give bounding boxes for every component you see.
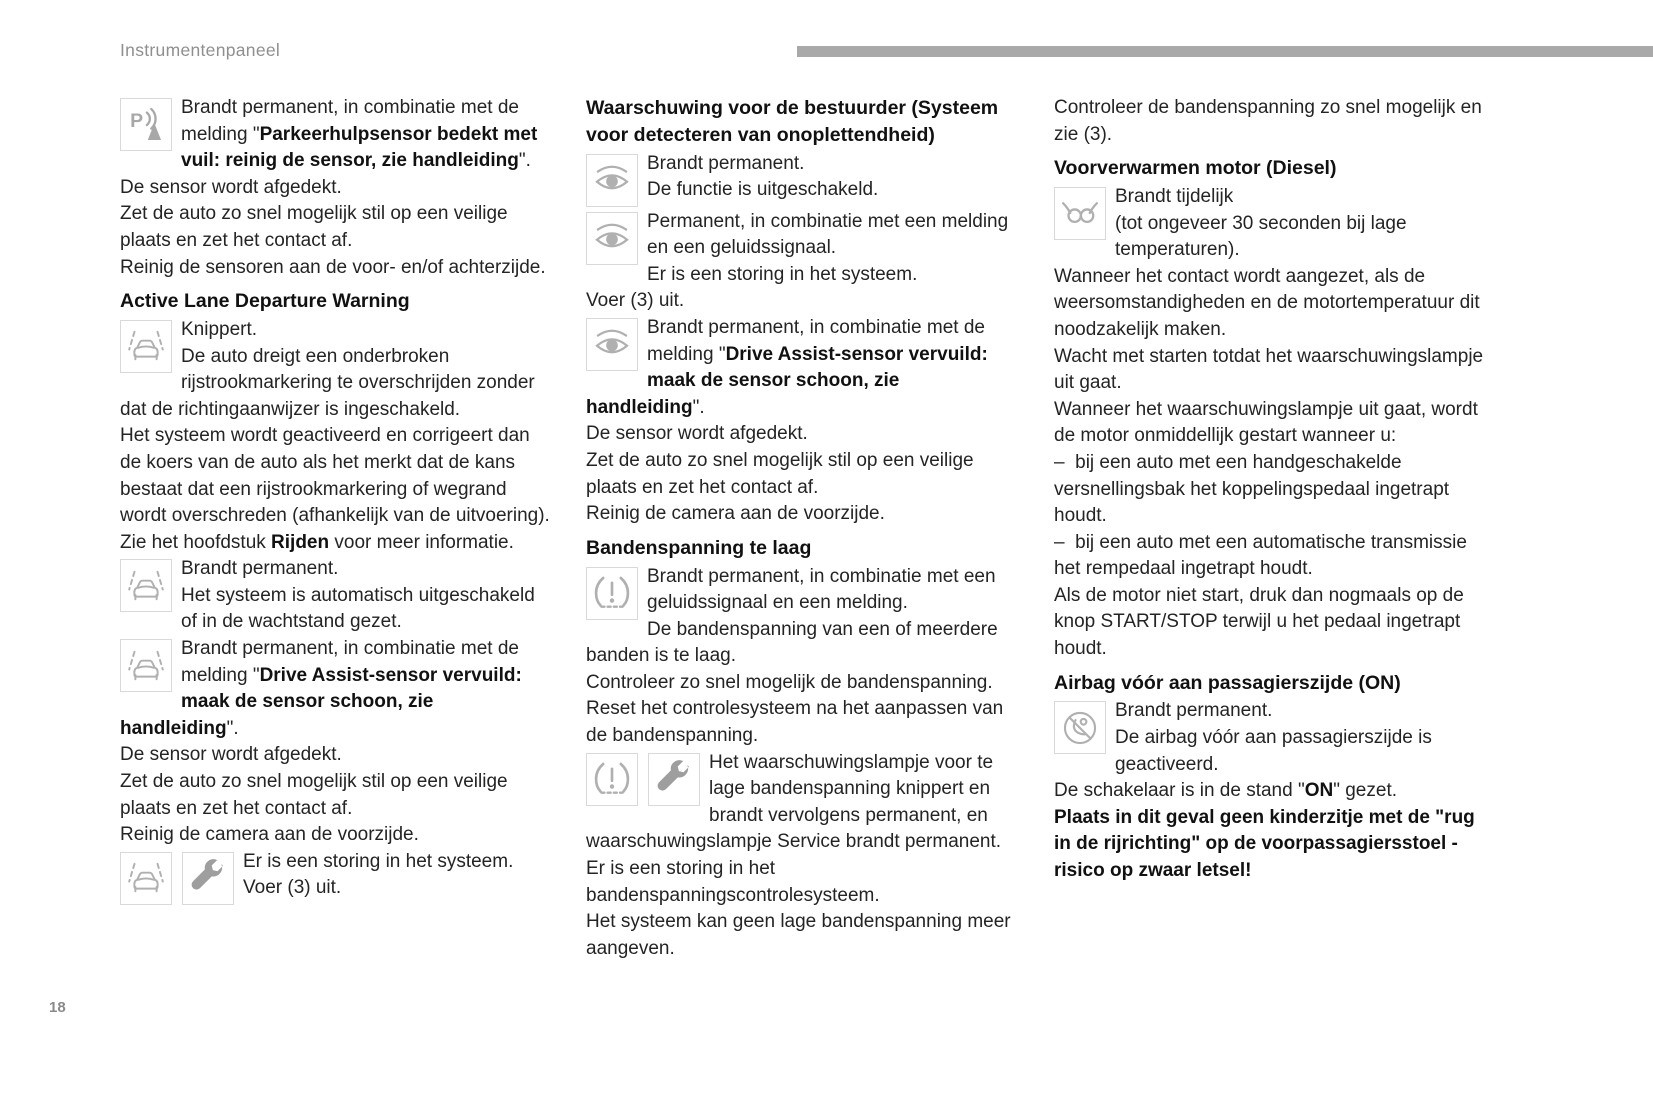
warning-lamp-block — [586, 209, 1018, 315]
paragraph: Er is een storing in het systeem. — [647, 263, 918, 285]
column-2 — [586, 95, 1018, 962]
paragraph: Reinig de camera aan de voorzijde. — [120, 824, 419, 846]
header-accent-bar — [797, 46, 1653, 57]
column-1 — [120, 95, 550, 962]
warning-lamp-block — [586, 315, 1018, 528]
warning-lamp-block — [586, 151, 1018, 204]
paragraph: De airbag vóór aan passagierszijde is geactiveerd. — [1115, 727, 1432, 775]
section-heading: Airbag vóór aan passagierszijde (ON) — [1054, 671, 1401, 694]
paragraph: Brandt permanent, in combinatie met de melding "Parkeerhulpsensor bedekt met vuil: reinig de sensor, zie handleiding". — [181, 97, 538, 172]
warning-lamp-icon-group — [586, 212, 638, 265]
section-heading: Voorverwarmen motor (Diesel) — [1054, 157, 1337, 180]
paragraph: Brandt permanent. — [1115, 700, 1273, 722]
paragraph: Het systeem kan geen lage bandenspanning meer aangeven. — [586, 911, 1011, 959]
parking-sensor-icon — [120, 98, 172, 151]
paragraph: De functie is uitgeschakeld. — [647, 179, 879, 201]
driver-attention-eye-icon — [586, 154, 638, 207]
warning-lamp-block — [120, 317, 550, 556]
lane-departure-icon — [120, 559, 172, 612]
paragraph: Brandt permanent, in combinatie met een geluidssignaal en een melding. — [647, 565, 996, 614]
warning-lamp-icon-group — [1054, 701, 1106, 754]
warning-lamp-icon-group — [586, 318, 638, 371]
paragraph: Zet de auto zo snel mogelijk stil op een veilige plaats en zet het contact af. — [120, 203, 508, 251]
warning-lamp-icon-group — [120, 852, 234, 905]
paragraph: De schakelaar is in de stand "ON" gezet. — [1054, 780, 1398, 802]
page-header-title: Instrumentenpaneel — [120, 40, 281, 60]
tyre-pressure-icon — [586, 567, 638, 620]
warning-lamp-icon-group — [586, 154, 638, 207]
glow-plug-icon — [1054, 187, 1106, 240]
lane-departure-icon — [120, 320, 172, 373]
driver-attention-eye-icon — [586, 318, 638, 371]
paragraph: Brandt permanent. — [181, 558, 339, 580]
warning-lamp-block — [1054, 698, 1488, 884]
paragraph: Reinig de sensoren aan de voor- en/of achterzijde. — [120, 256, 546, 278]
paragraph: Zet de auto zo snel mogelijk stil op een veilige plaats en zet het contact af. — [586, 449, 974, 498]
warning-lamp-block — [120, 636, 550, 849]
paragraph: Het systeem is automatisch uitgeschakeld of in de wachtstand gezet. — [181, 584, 535, 633]
section-heading: Bandenspanning te laag — [586, 536, 812, 559]
paragraph: De sensor wordt afgedekt. — [586, 423, 808, 445]
paragraph: Brandt permanent, in combinatie met de melding "Drive Assist-sensor vervuild: maak de sensor schoon, zie handleiding". — [586, 316, 988, 418]
warning-lamp-icon-group — [120, 639, 172, 692]
column-3 — [1054, 95, 1488, 962]
paragraph: Knippert. — [181, 318, 258, 340]
paragraph: Er is een storing in het bandenspanningscontrolesysteem. — [586, 858, 880, 906]
warning-lamp-icon-group — [120, 98, 172, 151]
warning-lamp-block — [1054, 95, 1488, 148]
svg-text:P: P — [130, 109, 144, 132]
paragraph: Controleer de bandenspanning zo snel mogelijk en zie (3). — [1054, 97, 1482, 145]
paragraph: Als de motor niet start, druk dan nogmaals op de knop START/STOP terwijl u het pedaal ingetrapt houdt. — [1054, 584, 1464, 660]
paragraph: Brandt permanent, in combinatie met de melding "Drive Assist-sensor vervuild: maak de sensor schoon, zie handleiding". — [120, 638, 522, 739]
paragraph: Zet de auto zo snel mogelijk stil op een veilige plaats en zet het contact af. — [120, 771, 508, 819]
paragraph: Reset het controlesysteem na het aanpassen van de bandenspanning. — [586, 698, 1004, 747]
paragraph: – bij een auto met een handgeschakelde versnellingsbak het koppelingspedaal ingetrapt houdt. — [1054, 451, 1450, 527]
paragraph: De bandenspanning van een of meerdere banden is te laag. — [586, 618, 998, 667]
warning-lamp-icon-group — [120, 320, 172, 373]
paragraph: Zie het hoofdstuk Rijden voor meer informatie. — [120, 531, 514, 553]
warning-lamp-block — [120, 95, 550, 281]
paragraph: Het systeem wordt geactiveerd en corrigeert dan de koers van de auto als het merkt dat de kans bestaat dat een rijstrookmarkering of wegrand wordt overschreden (afhankelijk van de uitvoering). — [120, 425, 550, 527]
warning-lamp-icon-group — [120, 559, 172, 612]
paragraph: De sensor wordt afgedekt. — [120, 176, 342, 198]
wrench-icon — [182, 852, 234, 905]
warning-lamp-icon-group — [586, 567, 638, 620]
paragraph: Plaats in dit geval geen kinderzitje met de "rug in de rijrichting" op de voorpassagiersstoel - risico op zwaar letsel! — [1054, 806, 1475, 882]
manual-text-columns — [120, 95, 1488, 962]
warning-lamp-block — [586, 750, 1018, 963]
paragraph: Wanneer het waarschuwingslampje uit gaat, wordt de motor onmiddellijk gestart wanneer u: — [1054, 398, 1478, 447]
paragraph: Brandt tijdelijk — [1115, 185, 1234, 207]
wrench-icon — [648, 753, 700, 806]
section-heading: Waarschuwing voor de bestuurder (Systeem voor detecteren van onoplettendheid) — [586, 97, 999, 146]
tyre-pressure-icon — [586, 753, 638, 806]
paragraph: Voer (3) uit. — [586, 290, 685, 312]
paragraph: Brandt permanent. — [647, 152, 805, 174]
paragraph: Voer (3) uit. — [243, 877, 342, 899]
warning-lamp-block — [1054, 184, 1488, 663]
paragraph: De sensor wordt afgedekt. — [120, 744, 342, 766]
paragraph: Permanent, in combinatie met een melding en een geluidssignaal. — [647, 210, 1009, 259]
lane-departure-icon — [120, 852, 172, 905]
warning-lamp-icon-group — [1054, 187, 1106, 240]
warning-lamp-icon-group — [586, 753, 700, 806]
driver-attention-eye-icon — [586, 212, 638, 265]
paragraph: Controleer zo snel mogelijk de bandenspanning. — [586, 671, 993, 693]
warning-lamp-block — [586, 564, 1018, 750]
paragraph: (tot ongeveer 30 seconden bij lage temperaturen). — [1115, 212, 1407, 261]
lane-departure-icon — [120, 639, 172, 692]
paragraph: Er is een storing in het systeem. — [243, 850, 514, 872]
page-number: 18 — [49, 999, 66, 1016]
paragraph: Het waarschuwingslampje voor te lage bandenspanning knippert en brandt vervolgens permanent, en waarschuwingslampje Service brandt permanent. — [586, 751, 1002, 853]
passenger-airbag-icon — [1054, 701, 1106, 754]
paragraph: – bij een auto met een automatische transmissie het rempedaal ingetrapt houdt. — [1054, 531, 1467, 580]
section-heading: Active Lane Departure Warning — [120, 290, 410, 313]
warning-lamp-block — [120, 556, 550, 636]
paragraph: Wanneer het contact wordt aangezet, als de weersomstandigheden en de motortemperatuur dit noodzakelijk maken. — [1054, 265, 1480, 340]
paragraph: Reinig de camera aan de voorzijde. — [586, 503, 885, 525]
paragraph: De auto dreigt een onderbroken rijstrookmarkering te overschrijden zonder dat de richtingaanwijzer is ingeschakeld. — [120, 345, 535, 420]
paragraph: Wacht met starten totdat het waarschuwingslampje uit gaat. — [1054, 345, 1484, 394]
warning-lamp-block — [120, 849, 550, 902]
